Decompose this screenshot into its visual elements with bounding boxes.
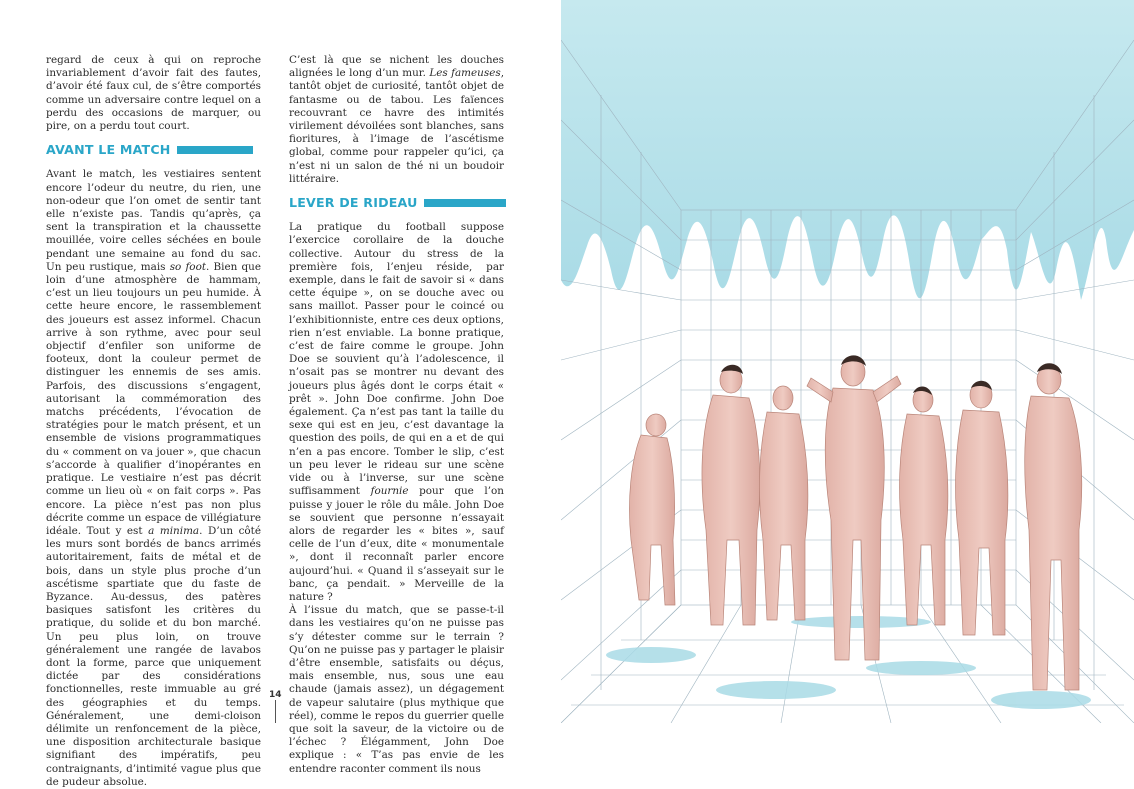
italic-run: fournie [370,485,409,498]
heading-label: LEVER DE RIDEAU [289,195,418,211]
heading-bar [424,199,506,207]
text-run: Avant le match, les vestiaires sentent encore l’odeur du neutre, du rien, une non-odeur que l’on omet de sentir tant elle n’existe pas. Tandis qu’après, ça sent la transpiration et la chaussette mouillée, voire celles séchées en boule pendant une semaine au fond du sac. Un peu rustique, mais [46,168,261,273]
text-column-left [46,54,261,789]
page-number: 14 [269,690,282,700]
section-heading-avant-le-match [46,143,261,156]
italic-run: so foot [169,260,206,273]
paragraph: À l’issue du match, que se passe-t-il dans les vestiaires qu’on ne puisse pas s’y détester comme sur le terrain ? Qu’on ne puisse pas y partager le plaisir d’être ensemble, satisfaits ou déçus, mais ensemble, nus, sous une eau chaude (jamais assez), un dégagement de vapeur salutaire (plus mythique que réel), comme le repos du guerrier quelle que soit la saveur, de la victoire ou de l’échec ? Élégamment, John Doe explique : « T’as pas envie de les entendre raconter comment ils nous [289,604,504,775]
text-run: pour que l’on puisse y jouer le rôle du mâle. John Doe se souvient que personne n’essayait alors de regarder les « bites », sauf celle de l’un d’eux, dite « monumentale », dont il reconnaît parler encore aujourd’hui. « Quand il s’asseyait sur le banc, ça pendait. » Merveille de la nature ? [289,485,504,603]
italic-run: Les fameuses [429,67,501,80]
text-run: C’est là que se nichent les douches alignées le long d’un mur. [289,54,504,80]
text-page [0,0,561,788]
text-run: . Bien que loin d’une atmosphère de hammam, c’est un lieu toujours un peu humide. À cette heure encore, le rassemblement des joueurs est assez informel. Chacun arrive à son rythme, avec pour seul objectif d’enfiler son uniforme de footeux, dont la couleur permet de distinguer les ennemis de ses amis. Parfois, des discussions s’engagent, autorisant la commémoration des matchs précédents, l’évocation de stratégies pour le match présent, et un ensemble de visions programmatiques du « comment on va jouer », que chacun s’accorde à qualifier d’inopérantes en pratique. Le vestiaire n’est pas décrit comme un lieu où « on fait corps ». Pas encore. La pièce n’est pas non plus décrite comme un espace de villégiature idéale. Tout y est [46,260,261,537]
heading-bar [177,146,253,154]
text-run: La pratique du football suppose l’exercice corollaire de la douche collective. Autour du stress de la première fois, l’enjeu réside, par exemple, dans le fait de savoir si « dans cette équipe », on se douche avec ou sans maillot. Passer pour le coincé ou l’exhibitionniste, entre ces deux options, rien n’est enviable. La bonne pratique, c’est de faire comme le groupe. John Doe se souvient qu’à l’adolescence, il n’osait pas se montrer nu devant des joueurs plus âgés dont le corps était « prêt ». John Doe confirme. John Doe également. Ça n’est pas tant la taille du sexe qui est en jeu, c’est davantage la question des poils, de qui en a et de qui n’en a pas encore. Tomber le slip, c’est un peu lever le rideau sur une scène vide ou à l’inverse, sur une scène suffisamment [289,221,504,498]
text-column-right [289,54,504,776]
text-run: . D’un côté les murs sont bordés de bancs arrimés autoritairement, faits de métal et de bois, dans un style plus proche d’un ascétisme spartiate que du faste de Byzance. Au-dessus, des patères basiques satisfont les critères du pratique, du solide et du bon marché. Un peu plus loin, on trouve généralement une rangée de lavabos dont la forme, parce que uniquement dictée par des considérations fonctionnelles, reste immuable au gré des géographies et du temps. Généralement, une demi-cloison délimite un renfoncement de la pièce, une disposition architecturale basique signifiant des impératifs, peu contraignants, d’intimité vague plus que de pudeur absolue. [46,524,261,788]
paragraph [46,168,261,789]
paragraph [289,54,504,186]
folio-rule [275,700,276,723]
section-heading-lever-de-rideau [289,196,504,209]
shower-room-illustration [561,0,1134,723]
italic-run: a minima [148,524,200,537]
paragraph: regard de ceux à qui on reproche invariablement d’avoir fait des fautes, d’avoir été faux cul, de s’être comportés comme un adversaire contre lequel on a perdu des occasions de marquer, ou pire, on a perdu tout court. [46,54,261,133]
heading-label: AVANT LE MATCH [46,142,171,158]
text-run: , tantôt objet de curiosité, tantôt objet de fantasme ou de tabou. Les faïences recouvrant ce havre des intimités virilement dévoilées sont blanches, sans fioritures, à l’image de l’ascétisme global, comme pour rappeler qu’ici, ça n’est ni un salon de thé ni un boudoir littéraire. [289,67,504,185]
paragraph [289,221,504,604]
